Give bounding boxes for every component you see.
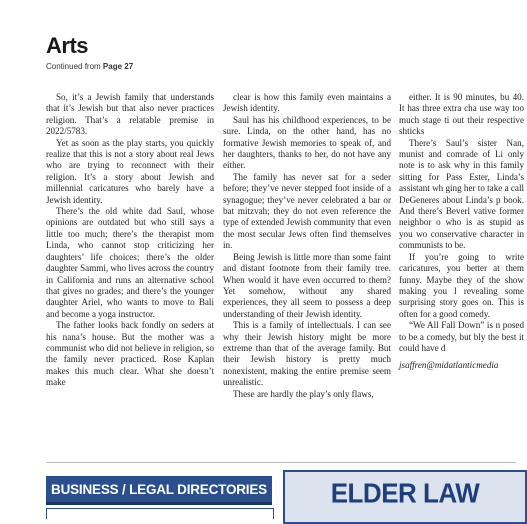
article-column-2 <box>223 92 391 400</box>
article-column-1 <box>46 92 214 389</box>
business-directories-label: BUSINESS / LEGAL DIRECTORIES <box>51 481 267 497</box>
paragraph: The father looks back fondly on seders at his nana’s house. But the mother was a communist who did not believe in religion, so the family never practiced. Rose Kaplan makes this much clear. What she doesn’t make <box>46 320 214 388</box>
elder-law-ad <box>283 470 527 524</box>
paragraph: Yet as soon as the play starts, you quickly realize that this is not a story about real Jews who are trying to reconnect with their religion. It’s a story about Jewish and millennial caricatures who barely have a Jewish identity. <box>46 137 214 205</box>
business-directories-banner <box>46 476 272 505</box>
section-divider <box>46 462 516 463</box>
author-email[interactable]: jsaffren@midatlanticmedia <box>399 360 499 371</box>
paragraph: The family has never sat for a seder before; they’ve never stepped foot inside of a synagogue; they’ve never celebrated a bar or bat mitzvah; they do not even reference the type of extended Jewish community that even the most secular Jews often find themselves in. <box>223 171 391 251</box>
paragraph: This is a family of intellectuals. I can see why their Jewish history might be more extreme than that of the average family. But their Jewish history is pretty much nonexistent, making the entire premise seem unrealistic. <box>223 320 391 388</box>
article-column-3 <box>399 92 524 372</box>
section-title: Arts <box>46 33 89 58</box>
paragraph: “We All Fall Down” is n posed to be a comedy, but bly the best it could have d <box>399 320 524 353</box>
directory-box <box>46 508 274 519</box>
paragraph: So, it’s a Jewish family that understands that it’s Jewish but that also never practices religion. That’s a relatable premise in 2022/5783. <box>46 92 214 137</box>
elder-law-title: ELDER LAW <box>330 477 480 509</box>
paragraph: There’s Saul’s sister Nan, munist and comrade of Li only note is to ask why in this family sitting for Pass Ester, Linda’s assistant wh ging her to take a call DeGeneres about Linda’s p book. And there’s Beverl vative former neighbor o who is as stupid as you wo conservative character in communists to be. <box>399 137 525 251</box>
continued-from-line <box>46 62 133 71</box>
paragraph: Being Jewish is little more than some faint and distant footnote from their family tree. When would it have even occurred to them? Yet somehow, without any shared experiences, they all seem to possess a deep understanding of their Jewish identity. <box>223 251 391 319</box>
continued-prefix: Continued from <box>46 62 103 71</box>
paragraph: There’s the old white dad Saul, whose opinions are outdated but who still says a little too much; there’s the therapist mom Linda, who cannot stop criticizing her daughters’ life choices; there’s the older daughter Sammi, who lives across the country in California and runs an alternative school that gives no grades; and there’s the younger daughter Ariel, who wants to move to Bali and become a yoga instructor. <box>46 206 214 319</box>
paragraph: If you’re going to write caricatures, you better at them funny. Maybe they of the show making you l revealing some surprising story goes on. This is often for a good comedy. <box>399 251 524 319</box>
paragraph: either. It is 90 minutes, bu 40. It has three extra cha use way too much stage ti out their respective shticks <box>399 92 524 137</box>
continued-page-link[interactable]: Page 27 <box>102 62 134 71</box>
paragraph: These are hardly the play’s only flaws, <box>233 388 374 399</box>
paragraph: Saul has his childhood experiences, to be sure. Linda, on the other hand, has no formative Jewish memories to speak of, and her daughters, thanks to her, do not have any either. <box>223 114 391 171</box>
paragraph: clear is how this family even maintains a Jewish identity. <box>223 92 391 114</box>
